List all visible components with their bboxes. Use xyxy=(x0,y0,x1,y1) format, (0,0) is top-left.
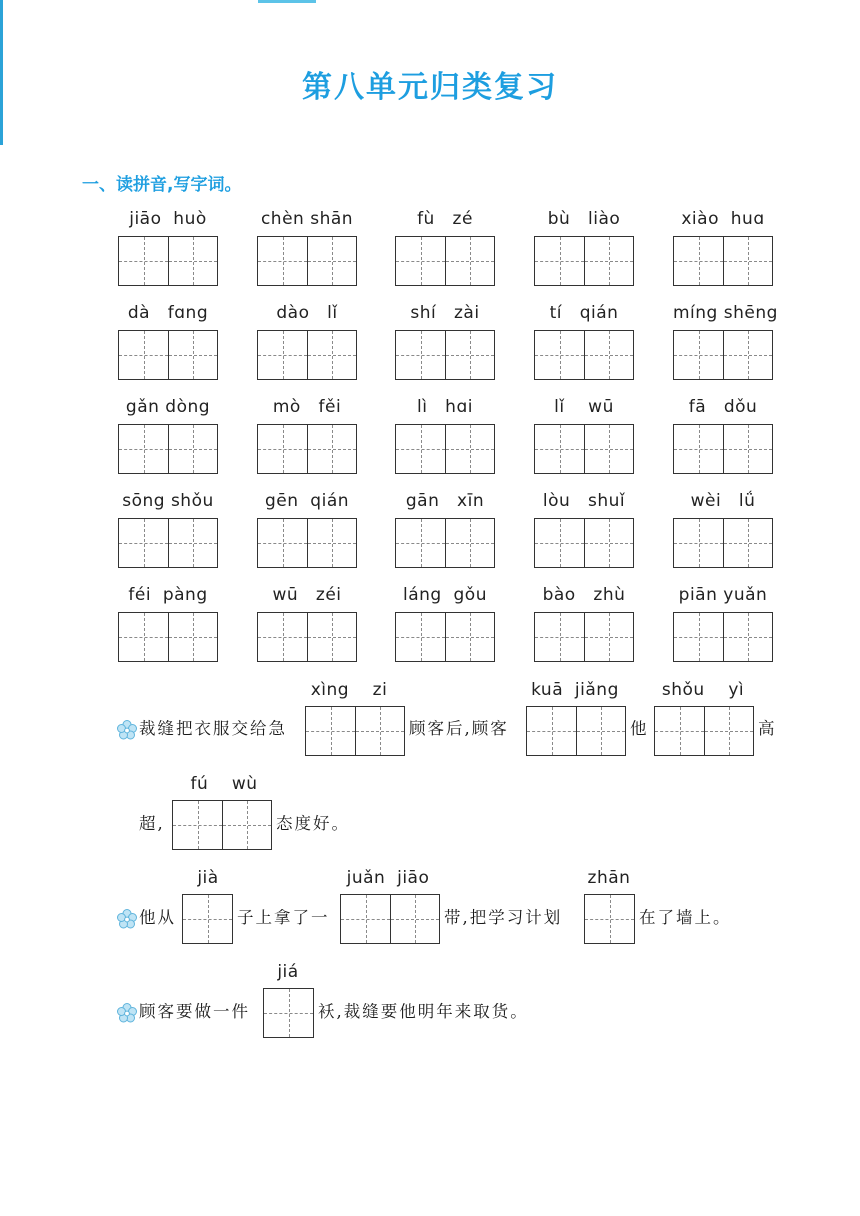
sentence-text: 子上拿了一 xyxy=(237,908,330,927)
pinyin-label: gǎn dòng xyxy=(125,397,211,417)
pinyin-label: mò fěi xyxy=(272,397,342,417)
pinyin-label: tí qián xyxy=(549,303,619,323)
sentence-text: 高 xyxy=(758,719,777,738)
sentence-text: 在了墙上。 xyxy=(639,908,732,927)
pinyin-label: kuā jiǎng xyxy=(531,680,619,700)
pinyin-label: lì hɑi xyxy=(417,397,473,417)
answer-box[interactable] xyxy=(118,612,218,662)
answer-box[interactable] xyxy=(257,236,357,286)
pinyin-label: fù zé xyxy=(417,209,473,229)
answer-box[interactable] xyxy=(673,330,773,380)
answer-box[interactable] xyxy=(118,518,218,568)
answer-box[interactable] xyxy=(526,706,626,756)
pinyin-label: zhān xyxy=(587,868,631,888)
pinyin-label: chèn shān xyxy=(260,209,354,229)
answer-box[interactable] xyxy=(395,330,495,380)
sentence-text: 顾客后,顾客 xyxy=(409,719,509,738)
pinyin-label: dào lǐ xyxy=(276,303,338,323)
top-accent-bar xyxy=(258,0,316,3)
pinyin-label: jià xyxy=(197,868,219,888)
pinyin-label: gān xīn xyxy=(405,491,485,511)
pinyin-label: wèi lǘ xyxy=(690,491,756,511)
pinyin-label: xìng zi xyxy=(310,680,388,700)
answer-box[interactable] xyxy=(584,894,635,944)
sentence-text: 顾客要做一件 xyxy=(139,1002,250,1021)
answer-box[interactable] xyxy=(395,518,495,568)
page-title: 第八单元归类复习 xyxy=(302,70,558,105)
answer-box[interactable] xyxy=(257,330,357,380)
answer-box[interactable] xyxy=(395,424,495,474)
pinyin-label: sōng shǒu xyxy=(122,491,214,511)
answer-box[interactable] xyxy=(395,612,495,662)
answer-box[interactable] xyxy=(257,424,357,474)
answer-box[interactable] xyxy=(654,706,754,756)
pinyin-label: lǐ wū xyxy=(554,397,614,417)
pinyin-label: bào zhù xyxy=(542,585,626,605)
answer-box[interactable] xyxy=(118,236,218,286)
pinyin-label: xiào huɑ xyxy=(681,209,765,229)
pinyin-label: wū zéi xyxy=(272,585,342,605)
sentence-text: 他 xyxy=(630,719,649,738)
pinyin-label: juǎn jiāo xyxy=(346,868,430,888)
pinyin-label: féi pàng xyxy=(128,585,208,605)
pinyin-label: gēn qián xyxy=(264,491,350,511)
answer-box[interactable] xyxy=(534,612,634,662)
sentence-text: 他从 xyxy=(139,908,176,927)
pinyin-label: shí zài xyxy=(410,303,480,323)
answer-box[interactable] xyxy=(305,706,405,756)
answer-box[interactable] xyxy=(673,612,773,662)
answer-box[interactable] xyxy=(182,894,233,944)
answer-box[interactable] xyxy=(534,424,634,474)
sentence-text: 带,把学习计划 xyxy=(444,908,563,927)
pinyin-label: lòu shuǐ xyxy=(542,491,626,511)
answer-box[interactable] xyxy=(263,988,314,1038)
pinyin-label: fā dǒu xyxy=(688,397,758,417)
answer-box[interactable] xyxy=(118,330,218,380)
answer-box[interactable] xyxy=(673,518,773,568)
answer-box[interactable] xyxy=(172,800,272,850)
sentence-text: 超, xyxy=(139,814,165,833)
answer-box[interactable] xyxy=(118,424,218,474)
sentence-text: 袄,裁缝要他明年来取货。 xyxy=(318,1002,529,1021)
answer-box[interactable] xyxy=(257,518,357,568)
answer-box[interactable] xyxy=(673,236,773,286)
answer-box[interactable] xyxy=(534,518,634,568)
sentence-text: 态度好。 xyxy=(276,814,350,833)
sentence-text: 裁缝把衣服交给急 xyxy=(139,719,287,738)
flower-bullet-icon xyxy=(117,1003,137,1023)
flower-bullet-icon xyxy=(117,720,137,740)
pinyin-label: bù liào xyxy=(547,209,621,229)
pinyin-label: míng shēng xyxy=(673,303,778,323)
answer-box[interactable] xyxy=(534,330,634,380)
answer-box[interactable] xyxy=(673,424,773,474)
answer-box[interactable] xyxy=(340,894,440,944)
pinyin-label: shǒu yì xyxy=(661,680,745,700)
pinyin-label: fú wù xyxy=(190,774,258,794)
answer-box[interactable] xyxy=(534,236,634,286)
flower-bullet-icon xyxy=(117,909,137,929)
pinyin-label: dà fɑng xyxy=(127,303,209,323)
answer-box[interactable] xyxy=(257,612,357,662)
pinyin-label: jiāo huò xyxy=(129,209,207,229)
answer-box[interactable] xyxy=(395,236,495,286)
pinyin-label: jiá xyxy=(277,962,299,982)
pinyin-label: piān yuǎn xyxy=(678,585,768,605)
pinyin-label: láng gǒu xyxy=(403,585,487,605)
section-heading: 一、读拼音,写字词。 xyxy=(82,175,242,195)
